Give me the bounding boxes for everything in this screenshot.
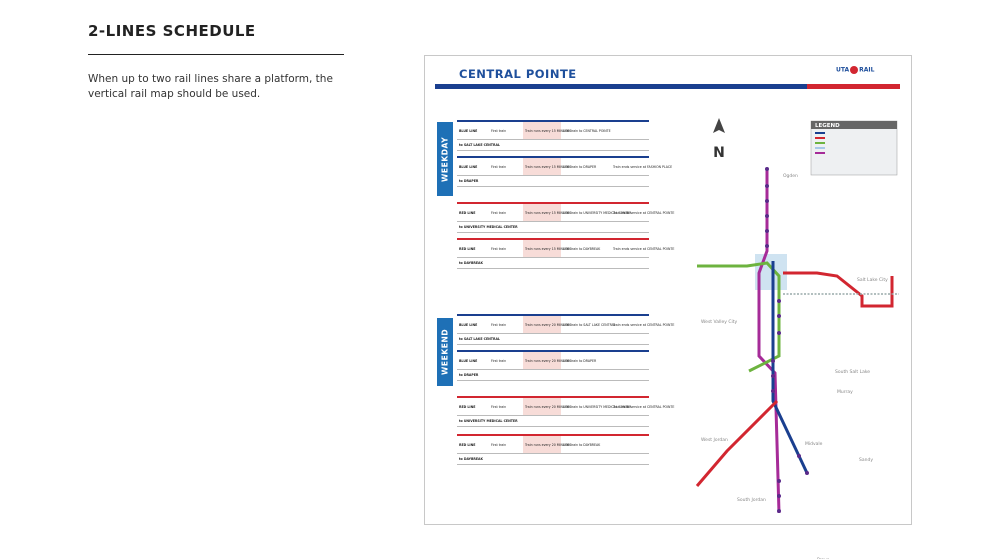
destination-label: to UNIVERSITY MEDICAL CENTER	[459, 225, 518, 229]
last-train-label: Last train to UNIVERSITY MEDICAL CENTER	[563, 404, 632, 409]
first-train-label: First train	[491, 128, 507, 133]
schedule-table	[457, 314, 675, 345]
svg-text:Murray: Murray	[837, 390, 853, 395]
schedule-table	[457, 350, 649, 381]
title-bar	[435, 84, 900, 89]
destination-label: to SALT LAKE CENTRAL	[459, 337, 500, 341]
line-name: RED LINE	[459, 442, 476, 447]
legend-title: LEGEND	[815, 123, 840, 129]
svg-text:Ogden: Ogden	[783, 174, 798, 179]
schedule-table	[457, 434, 649, 465]
svg-text:Salt Lake City: Salt Lake City	[857, 278, 888, 283]
destination-label: to DRAPER	[459, 373, 479, 377]
frequency-label: Train runs every 15 MINUTES	[523, 240, 561, 257]
first-train-label: First train	[491, 358, 507, 363]
first-train-label: First train	[491, 246, 507, 251]
uta-rail-logo: UTA RAIL	[836, 66, 875, 74]
schedule-table	[457, 238, 675, 269]
line-name: BLUE LINE	[459, 164, 478, 169]
frequency-label: Train runs every 15 MINUTES	[523, 158, 561, 175]
frequency-label: Train runs every 20 MINUTES	[523, 316, 561, 333]
north-arrow-icon	[713, 118, 725, 161]
last-train-label: Last train to CENTRAL POINTE	[563, 128, 611, 133]
ends-service-label: Train ends service at CENTRAL POINTE	[613, 210, 675, 215]
frequency-label: Train runs every 20 MINUTES	[523, 398, 561, 415]
line-name: RED LINE	[459, 404, 476, 409]
destination-label: to DRAPER	[459, 179, 479, 183]
frequency-label: Train runs every 15 MINUTES	[523, 122, 561, 139]
ends-service-label: Train ends service at CENTRAL POINTE	[613, 246, 675, 251]
page-heading: 2-LINES SCHEDULE	[88, 22, 256, 40]
description-text: When up to two rail lines share a platform, the vertical rail map should be used.	[88, 73, 333, 100]
schedule-table	[457, 202, 675, 233]
schedule-table	[457, 120, 649, 151]
first-train-label: First train	[491, 322, 507, 327]
last-train-label: Last train to DRAPER	[563, 164, 597, 169]
line-name: BLUE LINE	[459, 128, 478, 133]
ends-service-label: Train ends service at CENTRAL POINTE	[613, 404, 675, 409]
line-name: BLUE LINE	[459, 358, 478, 363]
destination-label: to UNIVERSITY MEDICAL CENTER	[459, 419, 518, 423]
weekend-tab: WEEKEND	[437, 318, 453, 386]
frequency-label: Train runs every 15 MINUTES	[523, 204, 561, 221]
schedule-table	[457, 156, 673, 187]
ends-service-label: Train ends service at FASHION PLACE	[613, 164, 673, 169]
frequency-label: Train runs every 20 MINUTES	[523, 352, 561, 369]
destination-label: to DAYBREAK	[459, 457, 483, 461]
last-train-label: Last train to DAYBREAK	[563, 442, 601, 447]
svg-text:Sandy: Sandy	[859, 458, 873, 463]
svg-text:Midvale: Midvale	[805, 442, 823, 447]
weekday-tab: WEEKDAY	[437, 122, 453, 196]
last-train-label: Last train to DAYBREAK	[563, 246, 601, 251]
svg-text:West Valley City: West Valley City	[701, 320, 738, 325]
last-train-label: Last train to UNIVERSITY MEDICAL CENTER	[563, 210, 632, 215]
ends-service-label: Train ends service at CENTRAL POINTE	[613, 322, 675, 327]
first-train-label: First train	[491, 404, 507, 409]
schedule-card	[424, 55, 912, 525]
svg-text:South Salt Lake: South Salt Lake	[835, 370, 871, 375]
first-train-label: First train	[491, 164, 507, 169]
destination-label: to DAYBREAK	[459, 261, 483, 265]
destination-label: to SALT LAKE CENTRAL	[459, 143, 500, 147]
rail-map	[687, 101, 901, 516]
last-train-label: Last train to SALT LAKE CENTRAL	[563, 322, 616, 327]
first-train-label: First train	[491, 210, 507, 215]
line-name: RED LINE	[459, 246, 476, 251]
svg-text:South Jordan: South Jordan	[737, 498, 766, 503]
heading-rule	[88, 54, 344, 55]
line-name: RED LINE	[459, 210, 476, 215]
north-label: N	[713, 145, 725, 161]
line-name: BLUE LINE	[459, 322, 478, 327]
schedule-table	[457, 396, 675, 427]
svg-text:West Jordan: West Jordan	[701, 438, 728, 443]
first-train-label: First train	[491, 442, 507, 447]
map-legend	[811, 121, 897, 175]
last-train-label: Last train to DRAPER	[563, 358, 597, 363]
station-title: CENTRAL POINTE	[459, 67, 577, 81]
frequency-label: Train runs every 20 MINUTES	[523, 436, 561, 453]
